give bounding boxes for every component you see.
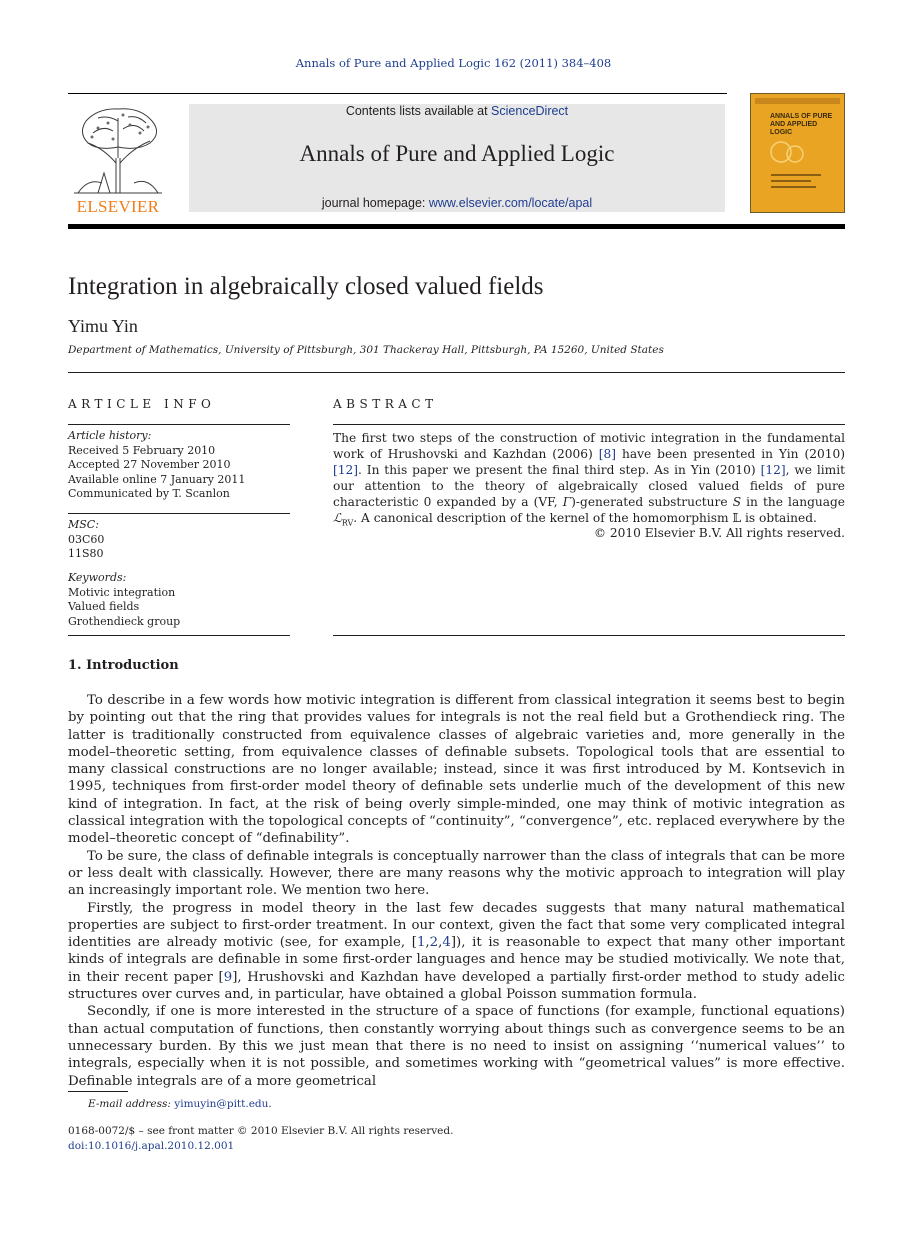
abstract-text: . In this paper we present the final third step. As in Yin (2010) [358,463,761,477]
abstract-text: have been presented in Yin (2010) [616,447,845,461]
abstract-rule-bottom [333,635,845,636]
history-item: Received 5 February 2010 [68,443,216,457]
homepage-prefix: journal homepage: [321,196,429,210]
history-item: Accepted 27 November 2010 [68,458,231,471]
paragraph-text: ]), it is reasonable to expect that many other important kinds of integrals are definable in some first-order languages and hence may be studied motivically. We note that, in their recent paper [ [68,935,846,985]
journal-title: Annals of Pure and Applied Logic [299,141,615,166]
msc-label: MSC: [68,518,99,531]
publisher-name: ELSEVIER [76,197,160,216]
paragraph-text: Firstly, the progress in model theory in the last few decades suggests that many natural mathematical properties are subject to first-order treatment. In our context, given the fact that some very complicated integral identities are already motivic (see, for example, [ [68,900,845,951]
issn-line: 0168-0072/$ – see front matter © 2010 Elsevier B.V. All rights reserved. [68,1125,454,1137]
section-heading-introduction: 1. Introduction [68,658,179,673]
cover-title: ANNALS OF PURE AND APPLIED LOGIC [770,113,833,136]
sciencedirect-link[interactable]: ScienceDirect [491,104,569,118]
reference-link[interactable]: 1 [416,935,426,951]
abstract-text: )-generated substructure [571,495,733,509]
doi-link[interactable]: doi:10.1016/j.apal.2010.12.001 [68,1140,235,1152]
reference-link[interactable]: [8] [598,447,617,461]
homepage-link[interactable]: www.elsevier.com/locate/apal [428,196,593,210]
introduction-body [68,692,845,1090]
paragraph-text: ], Hrushovski and Kazhdan have developed a partially first-order method to study adelic structures over curves and, in particular, have obtained a global Poisson summation formula. [68,969,845,1003]
abstract-body [333,430,845,531]
article-info-heading: ARTICLE INFO [68,397,216,411]
info-rule-top [68,424,290,425]
footnote-rule [68,1091,128,1092]
contents-line [189,104,725,118]
keywords [68,571,290,629]
abstract-text: , we limit our attention to the theory of algebraically closed valued fields of pure characteristic 0 expanded by a (VF, [333,463,845,509]
article-title: Integration in algebraically closed valued fields [68,273,544,300]
reference-link[interactable]: 4 [442,935,451,951]
history-item: Available online 7 January 2011 [68,472,246,486]
reference-link[interactable]: 9 [223,969,233,985]
keywords-label: Keywords: [68,571,127,584]
author-name: Yimu Yin [68,316,138,336]
info-rule-mid [68,513,290,514]
keyword-item: Motivic integration [68,585,176,599]
msc-item: 11S80 [68,547,104,560]
abstract-heading: ABSTRACT [333,397,438,411]
history-item: Communicated by T. Scanlon [68,487,230,500]
reference-link[interactable]: [12] [760,463,786,477]
abstract-text: is obtained. [741,511,817,525]
paragraph: Firstly, the progress in model theory in the last few decades suggests that many natural mathematical properties are subject to first-order treatment. In our context, given the fact that some very complicated integral identities are already motivic (see, for example, [1,2,4]), it is reasonable to expect that many other important kinds of integrals are definable in some first-order languages and hence may be studied motivically. We note that, in their recent paper [9], Hrushovski and Kazhdan have developed a partially first-order method to study adelic structures over curves and, in particular, have obtained a global Poisson summation formula. [68,900,846,1003]
masthead-rule [68,224,845,229]
reference-link[interactable]: 2 [429,935,439,951]
abstract-text: in the language [741,495,846,509]
abstract-rule-top [333,424,845,425]
paragraph: Secondly, if one is more interested in the structure of a space of functions (for example, functional equations) than actual computation of functions, then constantly worrying about things such as convergence seems to be an unnecessary burden. By this we just mean that there is no need to insist on assigning ‘‘numerical values’’ to integrals, especially when it is not possible, and sometimes working with “geometrical values” is more effective. Definable integrals are of a more geometrical [68,1004,845,1089]
abstract-copyright: © 2010 Elsevier B.V. All rights reserved. [593,526,845,540]
email-link[interactable]: yimuyin@pitt.edu [174,1098,269,1110]
article-history [68,429,290,502]
email-suffix: . [268,1098,272,1110]
paragraph: To be sure, the class of definable integrals is conceptually narrower than the class of integrals that can be more or less dealt with classically. However, there are many reasons why the motivic approach to integration will play an increasingly important role. We mention two here. [68,848,845,899]
keyword-item: Grothendieck group [68,614,181,628]
keyword-item: Valued fields [68,600,140,613]
title-rule [68,372,845,373]
history-label: Article history: [68,429,152,442]
info-rule-bottom [68,635,290,636]
gamma-symbol: Γ [562,495,572,509]
paragraph: To describe in a few words how motivic integration is different from classical integration it seems best to begin by pointing out that the ring that provides values for integrals is not the real field but a Grothendieck ring. The latter is traditionally constructed from equivalence classes of algebraic varieties and, more generally in the model–theoretic setting, from equivalence classes of definable subsets. Topological tools that are essential to many classical constructions are no longer available; instead, since it was first introduced by M. Kontsevich in 1995, techniques from first-order model theory of definable sets underlie much of the development of this new kind of integration. In fact, at the risk of being overly simple-minded, one may think of motivic integration as classical integration with the topological concepts of “continuity”, “convergence”, etc. replaced everywhere by the model–theoretic concept of “definability”. [68,693,845,847]
language-subscript: RV [341,518,354,528]
header-rule [68,93,727,94]
homepage-line [189,196,725,210]
journal-cover-thumbnail [750,93,845,213]
abstract-text: The first two steps of the construction of motivic integration in the fundamental work of Hrushovski and Kazhdan (2006) [333,431,845,461]
msc-item: 03C60 [68,532,105,546]
language-symbol: ℒ [333,511,342,525]
s-symbol: S [732,495,742,509]
email-label: E-mail address: [88,1098,171,1110]
author-affiliation: Department of Mathematics, University of Pittsburgh, 301 Thackeray Hall, Pittsburgh, PA 15260, United States [68,344,664,356]
msc-codes [68,518,290,562]
hom-symbol: 𝕃 [732,511,742,525]
abstract-text: . A canonical description of the kernel of the homomorphism [353,511,733,525]
reference-link[interactable]: [12] [333,463,359,477]
running-head[interactable]: Annals of Pure and Applied Logic 162 (2011) 384–408 [295,56,612,70]
contents-prefix: Contents lists available at [345,104,492,118]
footnote-email [88,1098,272,1110]
